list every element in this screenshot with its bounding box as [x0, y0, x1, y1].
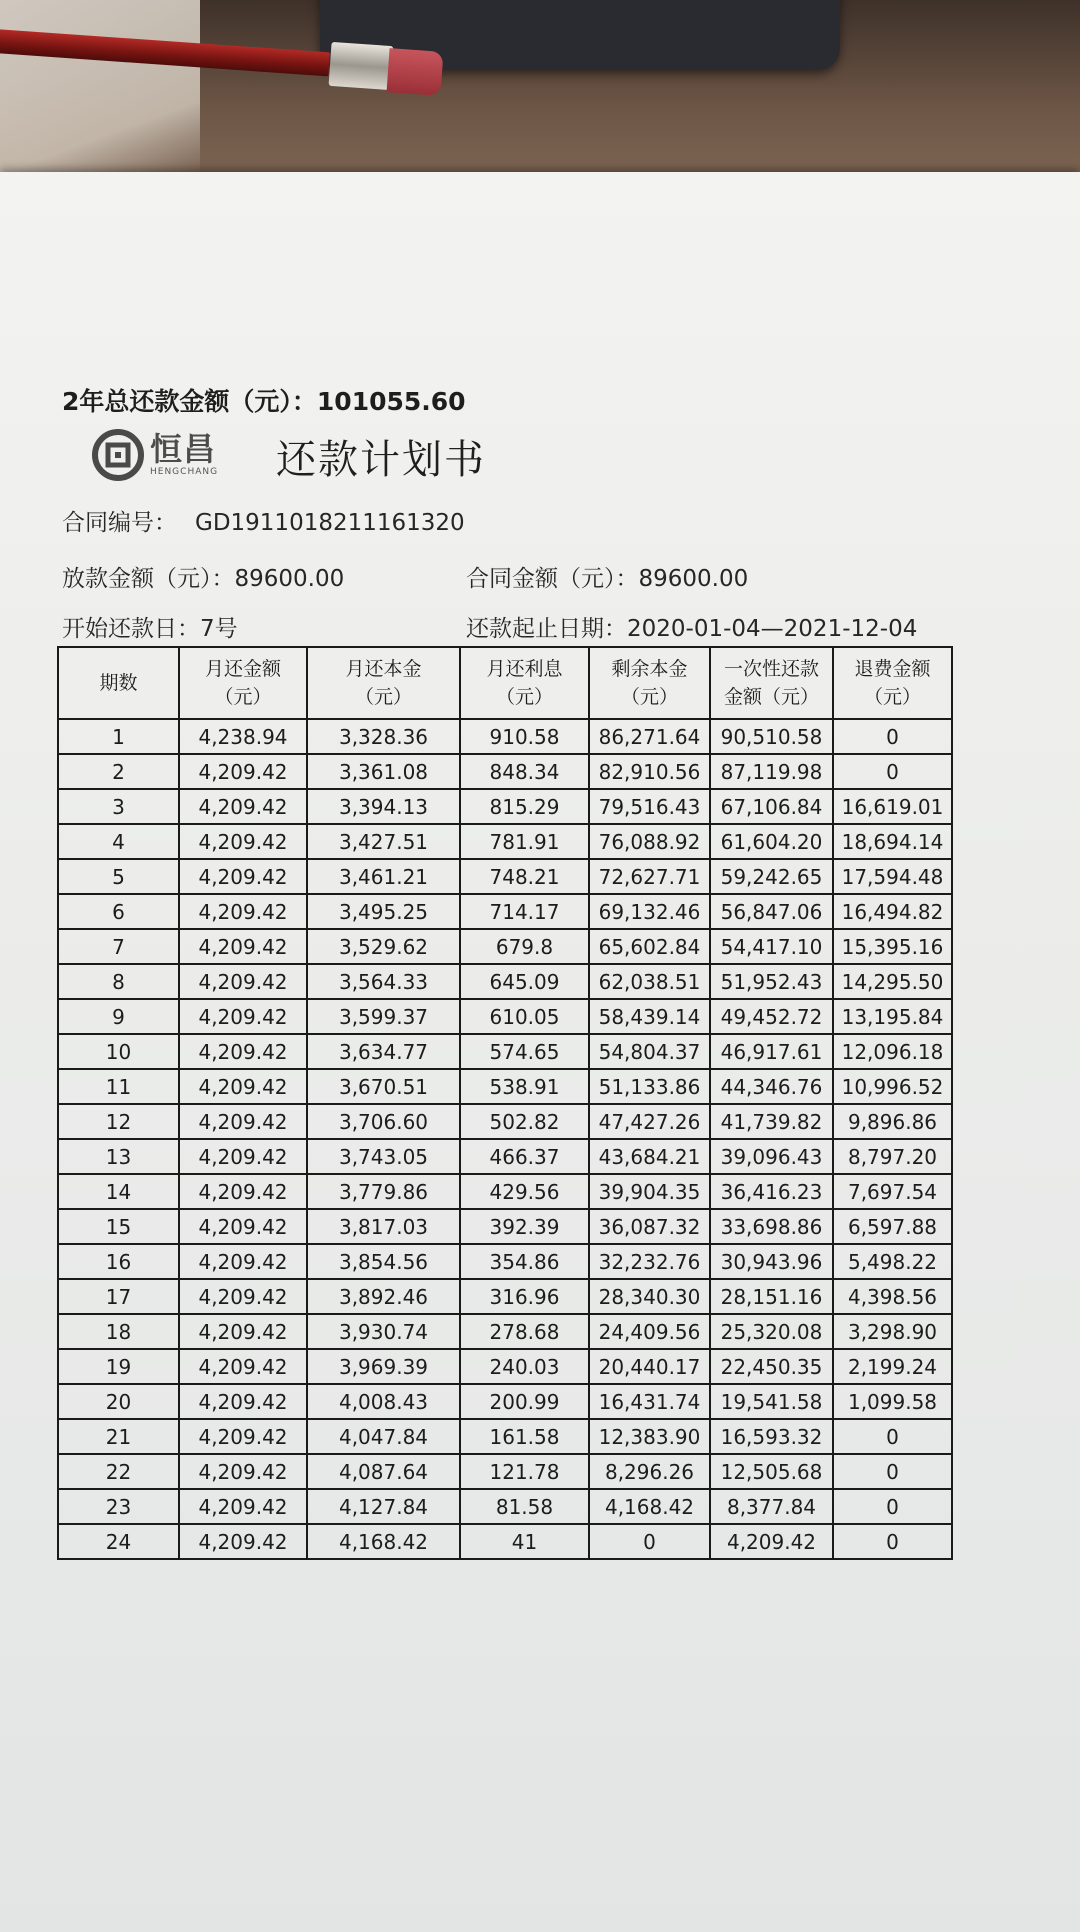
table-cell: 4,209.42	[179, 929, 307, 964]
table-cell: 240.03	[460, 1349, 589, 1384]
table-cell: 23	[58, 1489, 179, 1524]
table-cell: 0	[833, 719, 952, 754]
table-cell: 30,943.96	[710, 1244, 833, 1279]
table-cell: 39,096.43	[710, 1139, 833, 1174]
table-cell: 4,209.42	[179, 1209, 307, 1244]
table-cell: 28,151.16	[710, 1279, 833, 1314]
loan-amount-label: 放款金额（元）：	[62, 566, 235, 592]
table-row	[58, 1034, 952, 1069]
table-cell: 679.8	[460, 929, 589, 964]
table-cell: 51,952.43	[710, 964, 833, 999]
table-cell: 4,209.42	[179, 754, 307, 789]
table-cell: 3,495.25	[307, 894, 460, 929]
table-cell: 41,739.82	[710, 1104, 833, 1139]
table-cell: 82,910.56	[589, 754, 710, 789]
table-cell: 4,209.42	[179, 894, 307, 929]
table-cell: 0	[589, 1524, 710, 1559]
table-cell: 12,505.68	[710, 1454, 833, 1489]
table-cell: 538.91	[460, 1069, 589, 1104]
table-cell: 748.21	[460, 859, 589, 894]
column-header	[460, 647, 589, 719]
table-row	[58, 1489, 952, 1524]
column-header-line1: 月还金额	[204, 658, 281, 680]
table-row	[58, 824, 952, 859]
table-cell: 3,670.51	[307, 1069, 460, 1104]
table-cell: 33,698.86	[710, 1209, 833, 1244]
table-cell: 9	[58, 999, 179, 1034]
table-cell: 4,087.64	[307, 1454, 460, 1489]
table-row	[58, 1314, 952, 1349]
column-header-line1: 月还本金	[345, 658, 422, 680]
table-cell: 392.39	[460, 1209, 589, 1244]
table-cell: 4,398.56	[833, 1279, 952, 1314]
hengchang-logo-icon	[92, 429, 144, 481]
table-cell: 6	[58, 894, 179, 929]
pencil-eraser	[387, 48, 444, 96]
table-cell: 3,779.86	[307, 1174, 460, 1209]
table-cell: 0	[833, 754, 952, 789]
table-row	[58, 999, 952, 1034]
table-cell: 9,896.86	[833, 1104, 952, 1139]
column-header-line2: （元）	[620, 686, 678, 708]
column-header-line1: 月还利息	[486, 658, 563, 680]
table-row	[58, 1454, 952, 1489]
contract-number	[62, 504, 465, 537]
table-row	[58, 1104, 952, 1139]
column-header	[58, 647, 179, 719]
table-cell: 36,087.32	[589, 1209, 710, 1244]
table-cell: 8,296.26	[589, 1454, 710, 1489]
contract-amount-value: 89600.00	[638, 566, 749, 592]
table-cell: 79,516.43	[589, 789, 710, 824]
table-cell: 62,038.51	[589, 964, 710, 999]
table-cell: 41	[460, 1524, 589, 1559]
contract-number-value: GD1911018211161320	[195, 510, 465, 536]
table-row	[58, 789, 952, 824]
table-cell: 17,594.48	[833, 859, 952, 894]
table-cell: 17	[58, 1279, 179, 1314]
table-cell: 20,440.17	[589, 1349, 710, 1384]
table-cell: 19,541.58	[710, 1384, 833, 1419]
table-cell: 4,209.42	[179, 1524, 307, 1559]
table-cell: 76,088.92	[589, 824, 710, 859]
repay-period	[466, 610, 917, 643]
table-cell: 429.56	[460, 1174, 589, 1209]
table-cell: 1	[58, 719, 179, 754]
table-row	[58, 1419, 952, 1454]
table-cell: 8,377.84	[710, 1489, 833, 1524]
table-cell: 3,599.37	[307, 999, 460, 1034]
column-header	[307, 647, 460, 719]
table-cell: 90,510.58	[710, 719, 833, 754]
table-cell: 25,320.08	[710, 1314, 833, 1349]
column-header-line2: （元）	[495, 686, 553, 708]
table-cell: 39,904.35	[589, 1174, 710, 1209]
table-cell: 3,969.39	[307, 1349, 460, 1384]
table-cell: 354.86	[460, 1244, 589, 1279]
table-cell: 4,008.43	[307, 1384, 460, 1419]
table-cell: 15,395.16	[833, 929, 952, 964]
table-cell: 3,461.21	[307, 859, 460, 894]
column-header-line2: （元）	[354, 686, 412, 708]
table-cell: 7,697.54	[833, 1174, 952, 1209]
table-cell: 910.58	[460, 719, 589, 754]
table-cell: 316.96	[460, 1279, 589, 1314]
table-cell: 14,295.50	[833, 964, 952, 999]
table-cell: 58,439.14	[589, 999, 710, 1034]
table-cell: 61,604.20	[710, 824, 833, 859]
total-repayment-label: 2年总还款金额（元）：	[62, 387, 317, 416]
table-cell: 15	[58, 1209, 179, 1244]
table-cell: 574.65	[460, 1034, 589, 1069]
table-cell: 10,996.52	[833, 1069, 952, 1104]
table-cell: 13	[58, 1139, 179, 1174]
table-cell: 4,209.42	[179, 1244, 307, 1279]
table-cell: 59,242.65	[710, 859, 833, 894]
table-cell: 466.37	[460, 1139, 589, 1174]
table-cell: 3,529.62	[307, 929, 460, 964]
table-header-row	[58, 647, 952, 719]
column-header	[710, 647, 833, 719]
table-cell: 4	[58, 824, 179, 859]
column-header-line1: 剩余本金	[611, 658, 688, 680]
table-cell: 3	[58, 789, 179, 824]
table-cell: 3,706.60	[307, 1104, 460, 1139]
table-row	[58, 964, 952, 999]
table-cell: 6,597.88	[833, 1209, 952, 1244]
table-cell: 4,209.42	[179, 824, 307, 859]
table-cell: 18	[58, 1314, 179, 1349]
table-cell: 3,930.74	[307, 1314, 460, 1349]
table-cell: 49,452.72	[710, 999, 833, 1034]
table-cell: 87,119.98	[710, 754, 833, 789]
table-cell: 4,209.42	[179, 1314, 307, 1349]
table-cell: 2,199.24	[833, 1349, 952, 1384]
table-cell: 610.05	[460, 999, 589, 1034]
table-cell: 714.17	[460, 894, 589, 929]
table-cell: 4,238.94	[179, 719, 307, 754]
table-cell: 815.29	[460, 789, 589, 824]
contract-amount	[466, 560, 748, 593]
table-cell: 65,602.84	[589, 929, 710, 964]
table-cell: 3,427.51	[307, 824, 460, 859]
brand-name-en: HENGCHANG	[150, 467, 219, 477]
loan-amount	[62, 560, 344, 593]
column-header-line1: 退费金额	[854, 658, 931, 680]
column-header-line1: 期数	[99, 672, 138, 694]
table-cell: 36,416.23	[710, 1174, 833, 1209]
column-header-line1: 一次性还款	[723, 658, 819, 680]
table-cell: 4,209.42	[710, 1524, 833, 1559]
table-cell: 502.82	[460, 1104, 589, 1139]
table-cell: 0	[833, 1419, 952, 1454]
table-row	[58, 754, 952, 789]
table-cell: 4,209.42	[179, 1139, 307, 1174]
table-row	[58, 1139, 952, 1174]
table-cell: 4,209.42	[179, 1104, 307, 1139]
table-cell: 16,431.74	[589, 1384, 710, 1419]
table-cell: 4,209.42	[179, 859, 307, 894]
table-cell: 43,684.21	[589, 1139, 710, 1174]
table-cell: 4,047.84	[307, 1419, 460, 1454]
table-cell: 86,271.64	[589, 719, 710, 754]
table-cell: 16	[58, 1244, 179, 1279]
brand-name-cn: 恒昌	[150, 430, 217, 468]
total-repayment-value: 101055.60	[316, 387, 466, 416]
table-cell: 121.78	[460, 1454, 589, 1489]
table-cell: 14	[58, 1174, 179, 1209]
table-cell: 4,209.42	[179, 1034, 307, 1069]
table-row	[58, 1174, 952, 1209]
desk-background	[0, 0, 1080, 200]
start-repay-day	[62, 610, 238, 643]
table-cell: 4,209.42	[179, 1069, 307, 1104]
table-cell: 12,096.18	[833, 1034, 952, 1069]
table-cell: 28,340.30	[589, 1279, 710, 1314]
table-cell: 4,168.42	[589, 1489, 710, 1524]
table-cell: 7	[58, 929, 179, 964]
table-cell: 8,797.20	[833, 1139, 952, 1174]
table-cell: 4,209.42	[179, 1174, 307, 1209]
table-cell: 848.34	[460, 754, 589, 789]
table-cell: 4,209.42	[179, 964, 307, 999]
table-cell: 12,383.90	[589, 1419, 710, 1454]
table-cell: 56,847.06	[710, 894, 833, 929]
column-header-line2: （元）	[214, 686, 272, 708]
table-cell: 4,209.42	[179, 789, 307, 824]
table-cell: 200.99	[460, 1384, 589, 1419]
table-cell: 51,133.86	[589, 1069, 710, 1104]
column-header	[179, 647, 307, 719]
table-cell: 19	[58, 1349, 179, 1384]
table-cell: 16,619.01	[833, 789, 952, 824]
table-cell: 3,328.36	[307, 719, 460, 754]
table-cell: 3,361.08	[307, 754, 460, 789]
table-body	[58, 719, 952, 1559]
table-cell: 18,694.14	[833, 824, 952, 859]
table-cell: 3,854.56	[307, 1244, 460, 1279]
table-cell: 3,394.13	[307, 789, 460, 824]
brand-logo	[92, 425, 218, 485]
loan-amount-value: 89600.00	[234, 566, 345, 592]
repayment-schedule-table	[57, 646, 953, 1560]
table-cell: 3,634.77	[307, 1034, 460, 1069]
table-cell: 47,427.26	[589, 1104, 710, 1139]
table-cell: 22,450.35	[710, 1349, 833, 1384]
table-cell: 4,209.42	[179, 1419, 307, 1454]
table-cell: 2	[58, 754, 179, 789]
column-header	[833, 647, 952, 719]
table-cell: 161.58	[460, 1419, 589, 1454]
table-cell: 67,106.84	[710, 789, 833, 824]
table-cell: 46,917.61	[710, 1034, 833, 1069]
table-cell: 22	[58, 1454, 179, 1489]
start-repay-day-value: 7号	[200, 616, 238, 642]
table-cell: 278.68	[460, 1314, 589, 1349]
table-cell: 4,209.42	[179, 1454, 307, 1489]
table-cell: 4,168.42	[307, 1524, 460, 1559]
table-cell: 4,209.42	[179, 999, 307, 1034]
table-cell: 32,232.76	[589, 1244, 710, 1279]
column-header-line2: （元）	[863, 686, 921, 708]
document-title: 还款计划书	[276, 437, 486, 483]
repay-period-value: 2020-01-04—2021-12-04	[627, 616, 918, 642]
contract-amount-label: 合同金额（元）：	[466, 566, 639, 592]
table-cell: 54,804.37	[589, 1034, 710, 1069]
repay-period-label: 还款起止日期：	[466, 616, 627, 642]
table-cell: 72,627.71	[589, 859, 710, 894]
start-repay-day-label: 开始还款日：	[62, 616, 200, 642]
table-cell: 16,494.82	[833, 894, 952, 929]
table-cell: 3,298.90	[833, 1314, 952, 1349]
table-cell: 10	[58, 1034, 179, 1069]
column-header-line2: 金额（元）	[723, 686, 819, 708]
table-cell: 24,409.56	[589, 1314, 710, 1349]
table-cell: 4,209.42	[179, 1489, 307, 1524]
table-cell: 16,593.32	[710, 1419, 833, 1454]
table-cell: 12	[58, 1104, 179, 1139]
table-cell: 4,127.84	[307, 1489, 460, 1524]
pencil-ferrule	[329, 42, 394, 90]
table-cell: 8	[58, 964, 179, 999]
table-cell: 781.91	[460, 824, 589, 859]
desk-light-patch	[0, 0, 200, 175]
contract-number-label: 合同编号：	[62, 510, 177, 536]
table-row	[58, 929, 952, 964]
table-cell: 13,195.84	[833, 999, 952, 1034]
table-row	[58, 859, 952, 894]
total-repayment-line	[62, 382, 466, 418]
table-cell: 3,817.03	[307, 1209, 460, 1244]
table-cell: 11	[58, 1069, 179, 1104]
table-cell: 21	[58, 1419, 179, 1454]
table-cell: 3,743.05	[307, 1139, 460, 1174]
table-cell: 0	[833, 1489, 952, 1524]
table-row	[58, 1524, 952, 1559]
table-cell: 3,892.46	[307, 1279, 460, 1314]
table-row	[58, 1069, 952, 1104]
table-cell: 5	[58, 859, 179, 894]
column-header	[589, 647, 710, 719]
table-cell: 54,417.10	[710, 929, 833, 964]
table-row	[58, 1279, 952, 1314]
table-cell: 24	[58, 1524, 179, 1559]
table-row	[58, 1384, 952, 1419]
table-cell: 0	[833, 1454, 952, 1489]
table-cell: 4,209.42	[179, 1384, 307, 1419]
table-row	[58, 1244, 952, 1279]
table-cell: 4,209.42	[179, 1279, 307, 1314]
table-cell: 4,209.42	[179, 1349, 307, 1384]
table-cell: 0	[833, 1524, 952, 1559]
table-cell: 81.58	[460, 1489, 589, 1524]
table-cell: 20	[58, 1384, 179, 1419]
table-cell: 1,099.58	[833, 1384, 952, 1419]
table-cell: 3,564.33	[307, 964, 460, 999]
table-row	[58, 1349, 952, 1384]
table-cell: 69,132.46	[589, 894, 710, 929]
table-cell: 44,346.76	[710, 1069, 833, 1104]
table-row	[58, 894, 952, 929]
table-row	[58, 719, 952, 754]
table-cell: 5,498.22	[833, 1244, 952, 1279]
table-row	[58, 1209, 952, 1244]
table-cell: 645.09	[460, 964, 589, 999]
